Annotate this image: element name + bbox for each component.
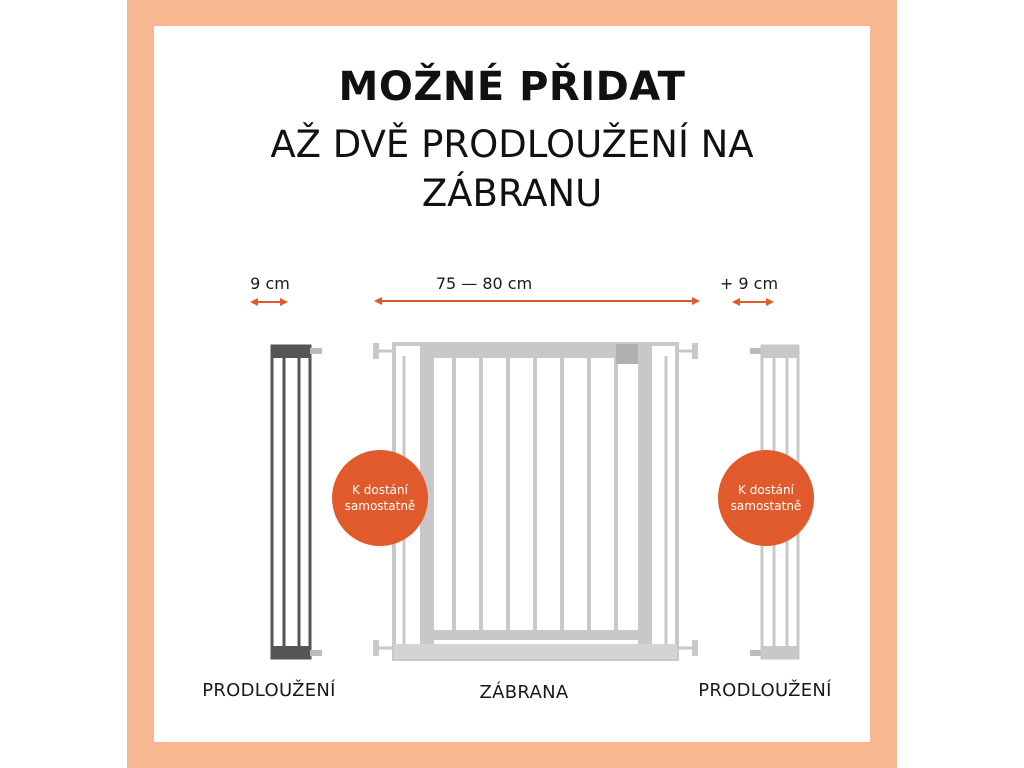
left-dimension-arrow [250, 298, 288, 306]
right-dimension-arrow [732, 298, 774, 306]
left-badge-line-1: K dostání [352, 483, 408, 497]
right-extension-dimension: + 9 cm [719, 274, 779, 293]
left-extension-dimension: 9 cm [250, 274, 290, 293]
gate-dimension: 75 — 80 cm [435, 274, 533, 293]
right-badge-line-1: K dostání [738, 483, 794, 497]
subheadline-line-2: ZÁBRANU [421, 172, 603, 215]
gate-dimension-arrow [374, 297, 700, 305]
right-extension-label: PRODLOUŽENÍ [698, 680, 832, 701]
content-panel [154, 26, 870, 742]
right-badge-line-2: samostatně [730, 499, 802, 513]
subheadline-line-1: AŽ DVĚ PRODLOUŽENÍ NA [270, 123, 754, 166]
left-extension-label: PRODLOUŽENÍ [202, 680, 336, 701]
outer-frame [127, 0, 897, 768]
left-extension-piece [272, 346, 322, 658]
headline: MOŽNÉ PŘIDAT [338, 64, 686, 110]
left-badge-line-2: samostatně [344, 499, 416, 513]
gate-label: ZÁBRANA [479, 682, 569, 703]
left-availability-badge [332, 450, 428, 546]
gate-illustration [154, 26, 870, 742]
right-availability-badge [718, 450, 814, 546]
